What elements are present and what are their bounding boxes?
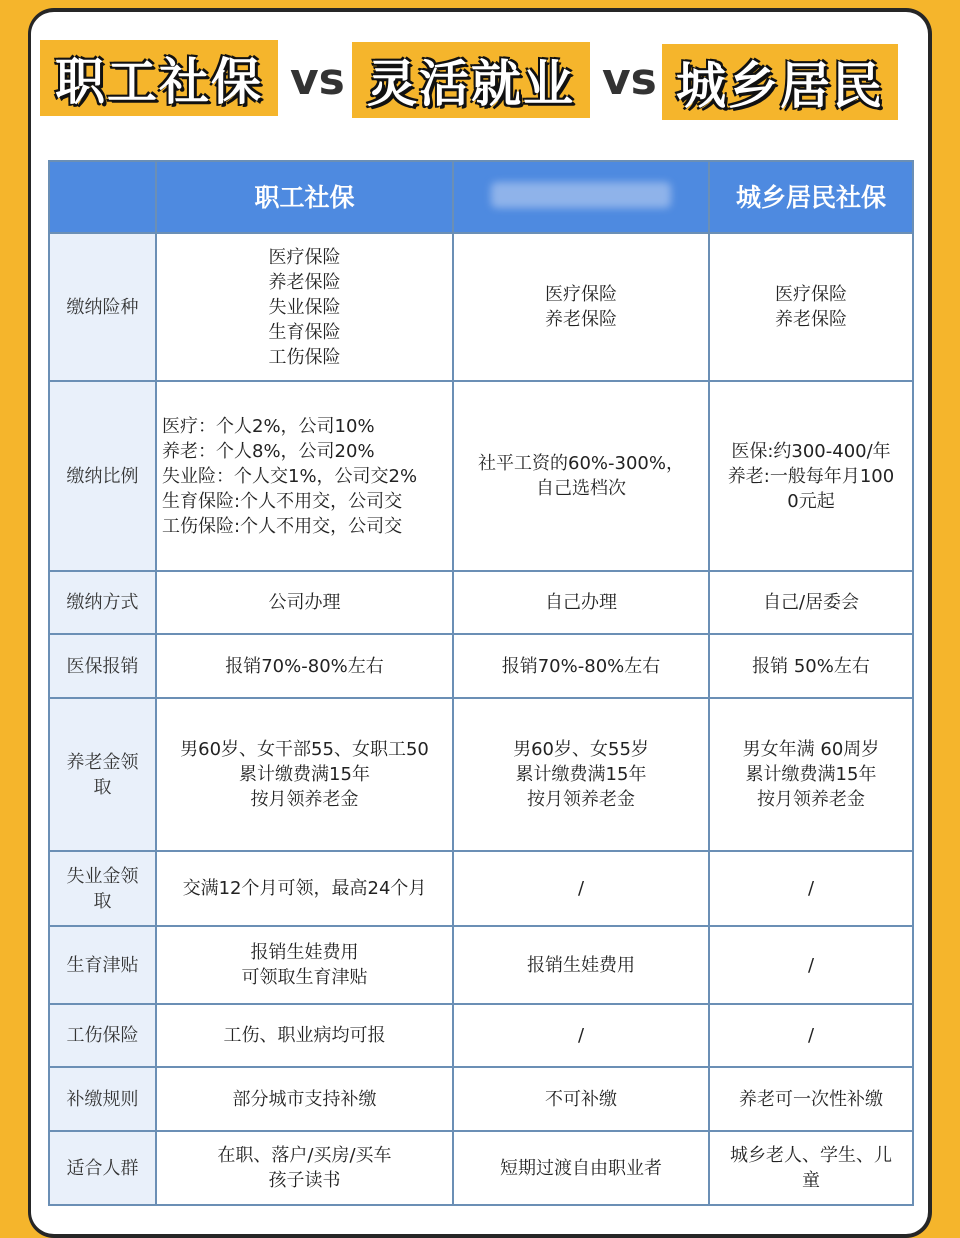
cell-flexible: 短期过渡自由职业者 bbox=[453, 1131, 709, 1205]
blurred-label bbox=[491, 182, 671, 208]
title-vs-1: vs bbox=[290, 54, 345, 105]
title-employee-insurance: 职工社保 bbox=[40, 40, 278, 116]
row-label: 缴纳比例 bbox=[49, 381, 156, 571]
header-empty bbox=[49, 161, 156, 233]
cell-flexible: 不可补缴 bbox=[453, 1067, 709, 1131]
header-employee: 职工社保 bbox=[156, 161, 453, 233]
cell-flexible: 报销生娃费用 bbox=[453, 926, 709, 1004]
cell-flexible: 医疗保险 养老保险 bbox=[453, 233, 709, 381]
row-label: 养老金领 取 bbox=[49, 698, 156, 851]
cell-employee: 工伤、职业病均可报 bbox=[156, 1004, 453, 1067]
cell-employee: 在职、落户/买房/买车 孩子读书 bbox=[156, 1131, 453, 1205]
cell-employee: 医疗保险 养老保险 失业保险 生育保险 工伤保险 bbox=[156, 233, 453, 381]
cell-resident: / bbox=[709, 851, 913, 926]
table-header-row bbox=[49, 161, 913, 233]
cell-resident: 城乡老人、学生、儿 童 bbox=[709, 1131, 913, 1205]
cell-flexible: 报销70%-80%左右 bbox=[453, 634, 709, 698]
cell-flexible: / bbox=[453, 1004, 709, 1067]
table-row bbox=[49, 571, 913, 634]
cell-employee: 报销生娃费用 可领取生育津贴 bbox=[156, 926, 453, 1004]
table-row bbox=[49, 1067, 913, 1131]
table-row bbox=[49, 926, 913, 1004]
row-label: 失业金领 取 bbox=[49, 851, 156, 926]
header-flexible bbox=[453, 161, 709, 233]
cell-flexible: 男60岁、女55岁 累计缴费满15年 按月领养老金 bbox=[453, 698, 709, 851]
table-row bbox=[49, 1004, 913, 1067]
row-label: 缴纳方式 bbox=[49, 571, 156, 634]
cell-resident: 自己/居委会 bbox=[709, 571, 913, 634]
table-row bbox=[49, 634, 913, 698]
cell-employee: 医疗：个人2%，公司10% 养老：个人8%，公司20% 失业险：个人交1%，公司交2% 生育保险:个人不用交，公司交 工伤保险:个人不用交，公司交 bbox=[156, 381, 453, 571]
cell-resident: 养老可一次性补缴 bbox=[709, 1067, 913, 1131]
cell-flexible: 社平工资的60%-300%， 自己选档次 bbox=[453, 381, 709, 571]
table-row bbox=[49, 381, 913, 571]
row-label: 适合人群 bbox=[49, 1131, 156, 1205]
cell-resident: 报销 50%左右 bbox=[709, 634, 913, 698]
cell-employee: 公司办理 bbox=[156, 571, 453, 634]
title-vs-2: vs bbox=[602, 54, 657, 105]
cell-resident: 医疗保险 养老保险 bbox=[709, 233, 913, 381]
title-urban-rural: 城乡居民 bbox=[662, 44, 898, 120]
cell-flexible: / bbox=[453, 851, 709, 926]
cell-employee: 男60岁、女干部55、女职工50 累计缴费满15年 按月领养老金 bbox=[156, 698, 453, 851]
header-resident: 城乡居民社保 bbox=[709, 161, 913, 233]
cell-resident: / bbox=[709, 926, 913, 1004]
table-row bbox=[49, 851, 913, 926]
table-row bbox=[49, 233, 913, 381]
title-flexible-employment: 灵活就业 bbox=[352, 42, 590, 118]
table-row bbox=[49, 698, 913, 851]
page-title bbox=[40, 40, 920, 120]
row-label: 缴纳险种 bbox=[49, 233, 156, 381]
row-label: 医保报销 bbox=[49, 634, 156, 698]
cell-employee: 报销70%-80%左右 bbox=[156, 634, 453, 698]
row-label: 补缴规则 bbox=[49, 1067, 156, 1131]
table-row bbox=[49, 1131, 913, 1205]
cell-resident: 男女年满 60周岁 累计缴费满15年 按月领养老金 bbox=[709, 698, 913, 851]
cell-resident: 医保:约300-400/年 养老:一般每年月100 0元起 bbox=[709, 381, 913, 571]
cell-employee: 交满12个月可领，最高24个月 bbox=[156, 851, 453, 926]
row-label: 工伤保险 bbox=[49, 1004, 156, 1067]
row-label: 生育津贴 bbox=[49, 926, 156, 1004]
cell-resident: / bbox=[709, 1004, 913, 1067]
cell-employee: 部分城市支持补缴 bbox=[156, 1067, 453, 1131]
cell-flexible: 自己办理 bbox=[453, 571, 709, 634]
comparison-table bbox=[48, 160, 914, 1206]
